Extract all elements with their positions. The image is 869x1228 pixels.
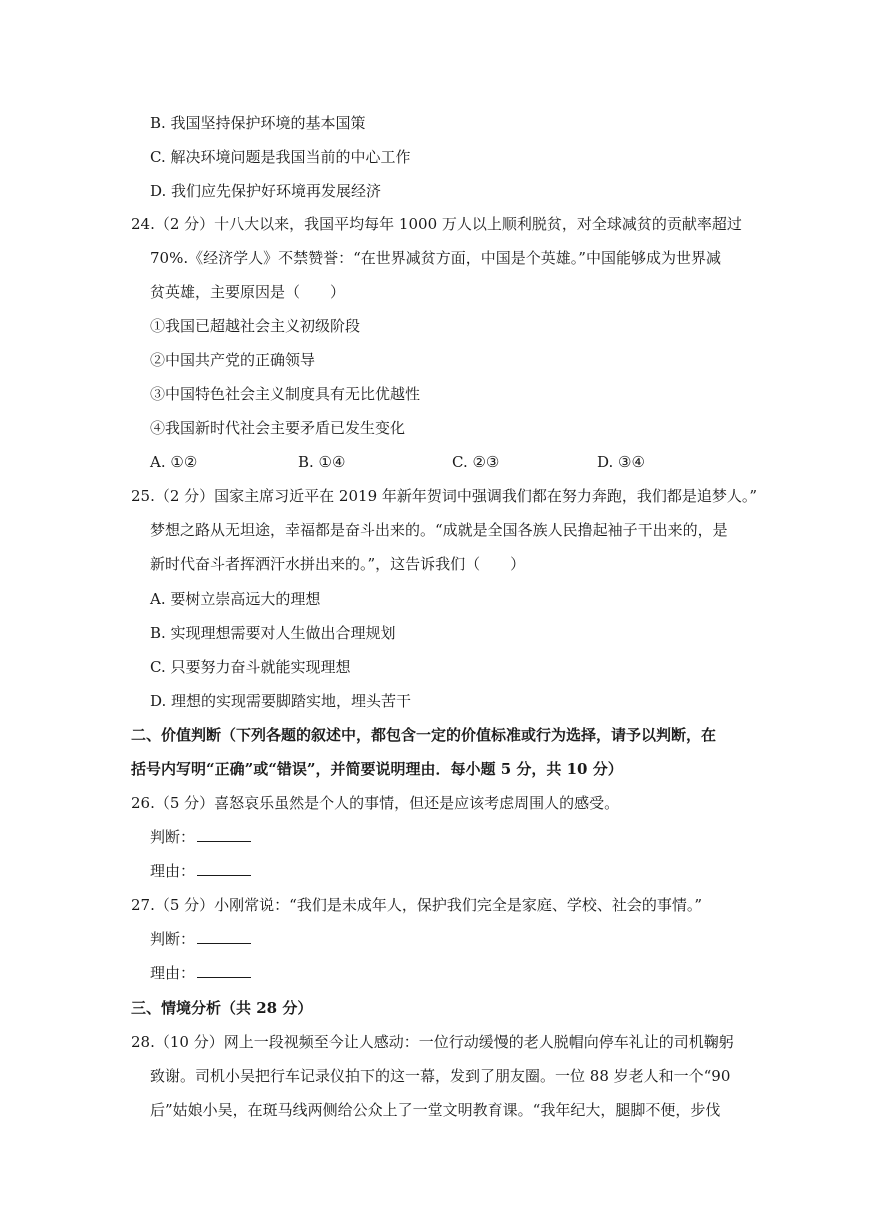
q24-option-a: A. ①②: [150, 453, 198, 471]
q24-option-d: D. ③④: [597, 453, 645, 471]
q26-reason-blank[interactable]: [197, 861, 251, 876]
q24-stem-line-1: 24.（2 分）十八大以来，我国平均每年 1000 万人以上顺利脱贫，对全球减贫的贡献率超过: [131, 215, 742, 233]
q24-item-4: ④我国新时代社会主要矛盾已发生变化: [150, 419, 406, 437]
q24-item-3: ③中国特色社会主义制度具有无比优越性: [150, 385, 421, 403]
q26-judge-row: [150, 827, 251, 847]
q25-option-c: C. 只要努力奋斗就能实现理想: [150, 658, 351, 676]
q26-reason-label: 理由：: [150, 862, 196, 880]
q28-stem-line-2: 致谢。司机小吴把行车记录仪拍下的这一幕，发到了朋友圈。一位 88 岁老人和一个“90: [150, 1067, 731, 1085]
q26-reason-row: [150, 861, 251, 881]
q28-stem-line-3: 后”姑娘小吴，在斑马线两侧给公众上了一堂文明教育课。“我年纪大，腿脚不便，步伐: [150, 1101, 721, 1119]
q25-option-d: D. 理想的实现需要脚踏实地，埋头苦干: [150, 692, 412, 710]
q24-item-2: ②中国共产党的正确领导: [150, 351, 316, 369]
section-2-heading-line-2: 括号内写明“正确”或“错误”，并简要说明理由．每小题 5 分，共 10 分）: [131, 760, 623, 778]
q27-reason-row: [150, 963, 251, 983]
q26-judge-label: 判断：: [150, 828, 196, 846]
q24-stem-line-2: 70%.《经济学人》不禁赞誉：“在世界减贫方面，中国是个英雄。”中国能够成为世界减: [150, 249, 721, 267]
q24-option-c: C. ②③: [452, 453, 500, 471]
q25-stem-line-2: 梦想之路从无坦途，幸福都是奋斗出来的。“成就是全国各族人民撸起袖子干出来的，是: [150, 521, 728, 539]
q27-reason-label: 理由：: [150, 964, 196, 982]
q27-judge-row: [150, 929, 251, 949]
q25-stem-line-1: 25.（2 分）国家主席习近平在 2019 年新年贺词中强调我们都在努力奔跑，我们都是追梦人。”: [131, 487, 758, 505]
q24-stem-line-3: 贫英雄，主要原因是（ ）: [150, 283, 346, 301]
q23-option-d: D. 我们应先保护好环境再发展经济: [150, 182, 382, 200]
q25-option-b: B. 实现理想需要对人生做出合理规划: [150, 624, 396, 642]
q27-judge-label: 判断：: [150, 930, 196, 948]
section-3-heading: 三、情境分析（共 28 分）: [131, 999, 313, 1017]
q27-stem: 27.（5 分）小刚常说：“我们是未成年人，保护我们完全是家庭、学校、社会的事情。”: [131, 896, 703, 914]
q27-reason-blank[interactable]: [197, 963, 251, 978]
q23-option-b: B. 我国坚持保护环境的基本国策: [150, 114, 366, 132]
q26-stem: 26.（5 分）喜怒哀乐虽然是个人的事情，但还是应该考虑周围人的感受。: [131, 794, 620, 812]
q25-stem-line-3: 新时代奋斗者挥洒汗水拼出来的。”，这告诉我们（ ）: [150, 555, 526, 573]
q28-stem-line-1: 28.（10 分）网上一段视频至今让人感动：一位行动缓慢的老人脱帽向停车礼让的司机鞠躬: [131, 1033, 734, 1051]
q25-option-a: A. 要树立崇高远大的理想: [150, 590, 321, 608]
q23-option-c: C. 解决环境问题是我国当前的中心工作: [150, 148, 411, 166]
q26-judge-blank[interactable]: [197, 827, 251, 842]
q27-judge-blank[interactable]: [197, 929, 251, 944]
q24-option-b: B. ①④: [298, 453, 346, 471]
section-2-heading-line-1: 二、价值判断（下列各题的叙述中，都包含一定的价值标准或行为选择，请予以判断，在: [131, 726, 717, 744]
q24-item-1: ①我国已超越社会主义初级阶段: [150, 317, 361, 335]
